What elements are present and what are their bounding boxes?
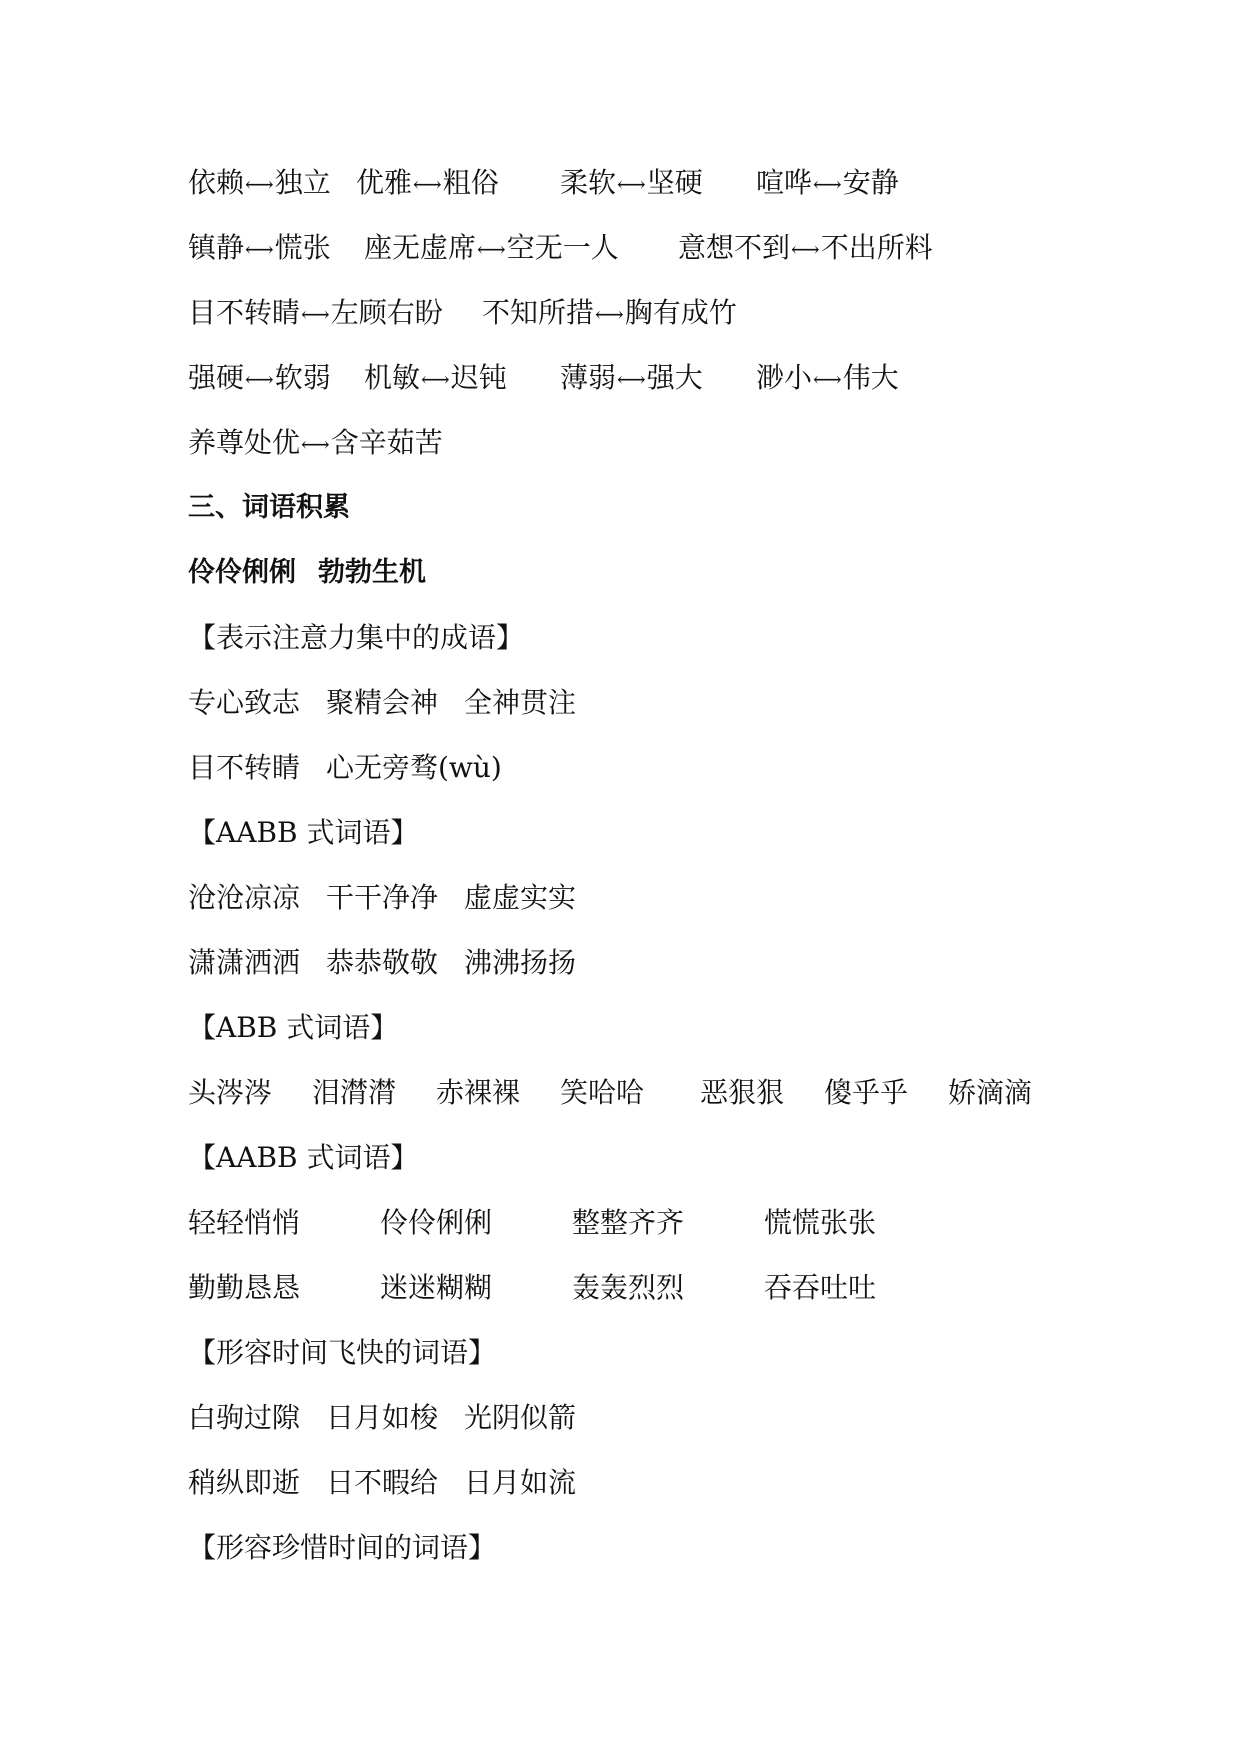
double-arrow-icon: ⟷ [813,172,842,196]
antonym-pair: 机敏⟷迟钝 [364,361,507,394]
double-arrow-icon: ⟷ [595,302,624,326]
group-heading: 【形容珍惜时间的词语】 [188,1531,497,1564]
word: 头涔涔 [188,1076,273,1109]
word: 光阴似箭 [464,1401,577,1434]
word: 伶伶俐俐 [380,1206,493,1239]
double-arrow-icon: ⟷ [421,367,450,391]
antonym-pair: 座无虚席⟷空无一人 [364,231,619,264]
word-row [188,930,1088,995]
antonym-pair: 优雅⟷粗俗 [356,166,499,199]
double-arrow-icon: ⟷ [791,237,820,261]
double-arrow-icon: ⟷ [813,367,842,391]
word: 慌慌张张 [764,1206,877,1239]
word: 迷迷糊糊 [380,1271,493,1304]
word-row [188,1060,1088,1125]
antonym-pair: 养尊处优⟷含辛茹苦 [188,426,443,459]
antonym-pair: 渺小⟷伟大 [756,361,899,394]
group-heading: 【形容时间飞快的词语】 [188,1336,497,1369]
group-heading: 【AABB 式词语】 [188,1141,419,1174]
antonym-pair: 喧哗⟷安静 [756,166,899,199]
antonym-row [188,150,1088,215]
word-row [188,1385,1088,1450]
double-arrow-icon: ⟷ [301,432,330,456]
word: 日不暇给 [326,1466,439,1499]
word: 沸沸扬扬 [464,946,577,979]
antonym-pair: 依赖⟷独立 [188,166,331,199]
word: 聚精会神 [326,686,439,719]
double-arrow-icon: ⟷ [617,367,646,391]
double-arrow-icon: ⟷ [301,302,330,326]
group-heading: 【AABB 式词语】 [188,816,419,849]
antonym-row [188,280,1088,345]
word: 轰轰烈烈 [572,1271,685,1304]
bold-word: 伶伶俐俐 [188,557,296,588]
document-page [188,150,1088,1580]
word: 吞吞吐吐 [764,1271,877,1304]
word-row [188,735,1088,800]
antonym-pair: 强硬⟷软弱 [188,361,331,394]
section-heading: 三、词语积累 [188,492,350,523]
word: 沧沧凉凉 [188,881,301,914]
word: 勤勤恳恳 [188,1271,301,1304]
antonym-pair: 意想不到⟷不出所料 [678,231,933,264]
word: 日月如流 [464,1466,577,1499]
word: 恶狠狠 [700,1076,785,1109]
antonym-row [188,345,1088,410]
word: 虚虚实实 [464,881,577,914]
double-arrow-icon: ⟷ [245,172,274,196]
antonym-pair: 镇静⟷慌张 [188,231,331,264]
antonym-row [188,215,1088,280]
word-row [188,670,1088,735]
antonym-pair: 不知所措⟷胸有成竹 [482,296,737,329]
word: 整整齐齐 [572,1206,685,1239]
word: 娇滴滴 [948,1076,1033,1109]
antonym-row [188,410,1088,475]
word: 泪潸潸 [312,1076,397,1109]
word: 心无旁骛(wù) [326,751,502,784]
word: 专心致志 [188,686,301,719]
group-heading: 【表示注意力集中的成语】 [188,621,525,654]
word: 傻乎乎 [824,1076,909,1109]
bold-word: 勃勃生机 [318,557,426,588]
double-arrow-icon: ⟷ [477,237,506,261]
word: 干干净净 [326,881,439,914]
double-arrow-icon: ⟷ [245,237,274,261]
group-heading: 【ABB 式词语】 [188,1011,399,1044]
antonym-pair: 柔软⟷坚硬 [560,166,703,199]
double-arrow-icon: ⟷ [245,367,274,391]
word: 目不转睛 [188,751,301,784]
word: 全神贯注 [464,686,577,719]
double-arrow-icon: ⟷ [617,172,646,196]
bold-word-row [188,540,1088,605]
word: 恭恭敬敬 [326,946,439,979]
word-row [188,1190,1088,1255]
word: 赤裸裸 [436,1076,521,1109]
word: 轻轻悄悄 [188,1206,301,1239]
word: 潇潇洒洒 [188,946,301,979]
word: 稍纵即逝 [188,1466,301,1499]
antonym-pair: 薄弱⟷强大 [560,361,703,394]
word-row [188,1450,1088,1515]
word: 笑哈哈 [560,1076,645,1109]
word: 日月如梭 [326,1401,439,1434]
double-arrow-icon: ⟷ [413,172,442,196]
word-row [188,1255,1088,1320]
antonym-pair: 目不转睛⟷左顾右盼 [188,296,443,329]
word: 白驹过隙 [188,1401,301,1434]
word-row [188,865,1088,930]
